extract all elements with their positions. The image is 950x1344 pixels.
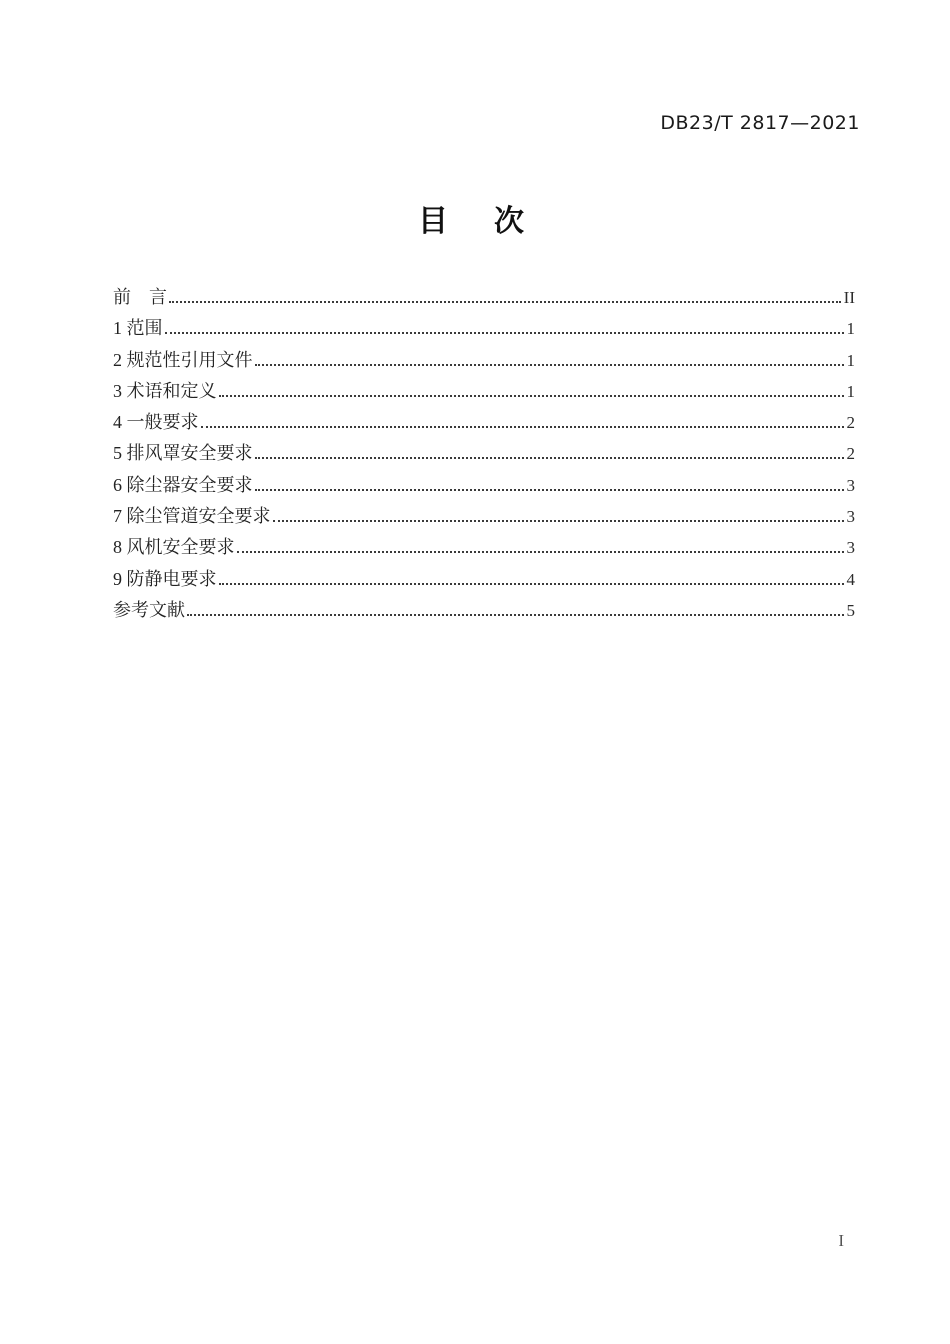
toc-entry-page: 2 [846, 444, 855, 464]
toc-leader-dots [169, 301, 841, 303]
toc-entry-page: 3 [846, 538, 855, 558]
toc-entry-exhaust-hood [113, 439, 855, 470]
toc-leader-dots [255, 457, 844, 459]
toc-entry-label: 9 防静电要求 [113, 568, 217, 589]
toc-entry-fan-safety [113, 533, 855, 564]
toc-entry-references [113, 596, 855, 627]
toc-entry-label: 2 规范性引用文件 [113, 349, 253, 370]
toc-entry-label: 6 除尘器安全要求 [113, 474, 253, 495]
toc-entry-page: 5 [846, 600, 855, 620]
toc-entry-page: 1 [846, 319, 855, 339]
toc-list [113, 283, 855, 627]
toc-entry-scope [113, 314, 855, 345]
standard-code: DB23/T 2817—2021 [660, 112, 860, 134]
toc-entry-terms-definitions [113, 377, 855, 408]
toc-entry-label: 3 术语和定义 [113, 380, 217, 401]
toc-entry-dust-duct [113, 502, 855, 533]
toc-entry-page: 1 [846, 350, 855, 370]
footer-page-number: I [838, 1231, 844, 1250]
toc-leader-dots [219, 583, 844, 585]
toc-entry-page: 4 [846, 569, 855, 589]
toc-entry-page: 1 [846, 381, 855, 401]
toc-leader-dots [273, 520, 844, 522]
toc-entry-label: 5 排风罩安全要求 [113, 443, 253, 464]
toc-leader-dots [219, 395, 844, 397]
toc-entry-label: 1 范围 [113, 318, 163, 339]
toc-leader-dots [255, 364, 844, 366]
toc-entry-label: 8 风机安全要求 [113, 537, 235, 558]
toc-leader-dots [165, 332, 844, 334]
toc-leader-dots [201, 426, 844, 428]
toc-entry-foreword [113, 283, 855, 314]
toc-entry-normative-references [113, 346, 855, 377]
toc-entry-general-requirements [113, 408, 855, 439]
page-title: 目 次 [418, 204, 532, 239]
toc-entry-label: 前 言 [113, 287, 167, 307]
toc-entry-page: II [843, 288, 855, 307]
toc-entry-label: 参考文献 [113, 599, 185, 620]
toc-entry-antistatic [113, 565, 855, 596]
toc-entry-page: 3 [846, 475, 855, 495]
toc-entry-page: 3 [846, 507, 855, 527]
toc-entry-label: 7 除尘管道安全要求 [113, 506, 271, 527]
toc-entry-dust-collector [113, 471, 855, 502]
toc-leader-dots [237, 551, 844, 553]
toc-leader-dots [187, 614, 844, 616]
toc-entry-page: 2 [846, 413, 855, 433]
toc-leader-dots [255, 489, 844, 491]
toc-entry-label: 4 一般要求 [113, 412, 199, 433]
